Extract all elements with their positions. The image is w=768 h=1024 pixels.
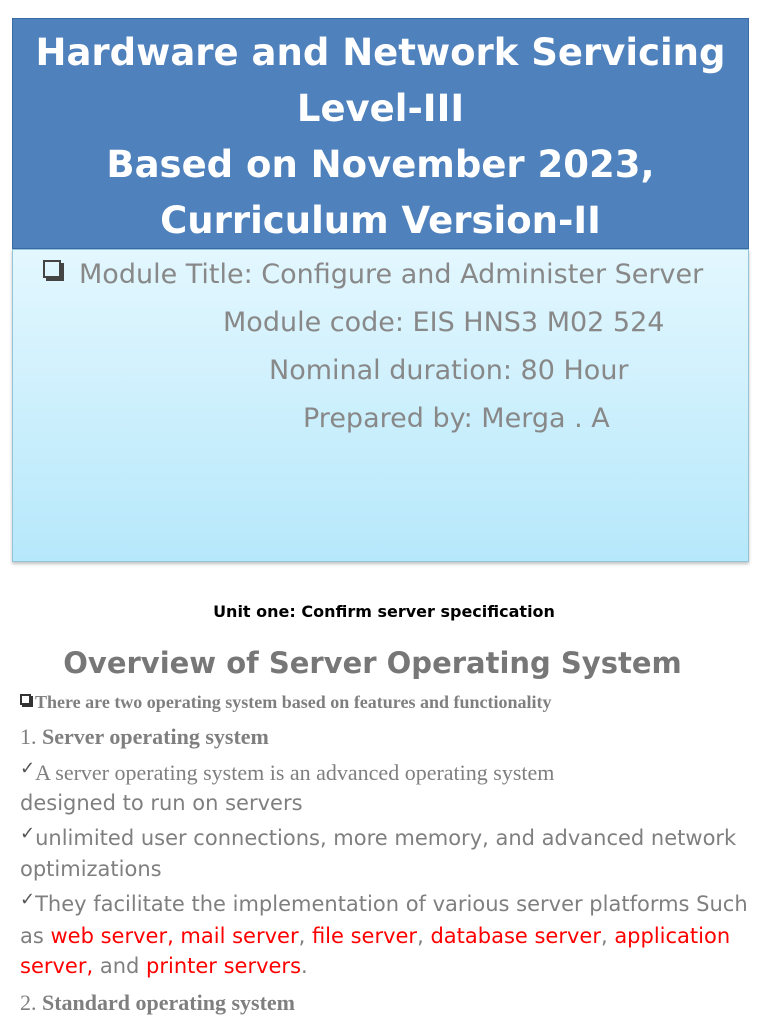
intro-line: [20, 692, 552, 713]
bullet-3-line-1: [20, 889, 748, 916]
bullet-3-line-3: [20, 954, 308, 978]
database-server-text: database server: [430, 924, 601, 948]
web-mail-server-text: web server, mail server: [50, 924, 299, 948]
item-2: [20, 990, 295, 1016]
item-1-number: 1.: [20, 724, 42, 749]
comma: ,: [600, 924, 615, 948]
checkmark-icon: ✓: [20, 823, 36, 844]
server-text: server,: [20, 954, 94, 978]
title-box: [12, 18, 749, 249]
bullet-2-line-1: [20, 823, 737, 850]
bullet-2-line-2: optimizations: [20, 857, 162, 881]
comma: ,: [298, 924, 312, 948]
prepared-by: Prepared by: Merga . A: [303, 403, 610, 434]
module-info-box: [12, 249, 749, 562]
bullet-3-text: They facilitate the implementation of various server platforms Such: [35, 892, 748, 916]
item-1-label: Server operating system: [42, 724, 269, 749]
title-line-3: Based on November 2023,: [106, 143, 655, 186]
overview-heading: Overview of Server Operating System: [63, 646, 682, 680]
intro-text: There are two operating system based on features and functionality: [35, 692, 552, 712]
application-text: application: [614, 924, 731, 948]
period: .: [301, 954, 308, 978]
title-line-1: Hardware and Network Servicing: [35, 31, 726, 74]
printer-servers-text: printer servers: [146, 954, 302, 978]
bullet-1-line-2: designed to run on servers: [20, 791, 303, 815]
comma: ,: [417, 924, 431, 948]
bullet-1-line-1: [20, 760, 554, 786]
unit-heading: Unit one: Confirm server specification: [213, 602, 555, 621]
module-code: Module code: EIS HNS3 M02 524: [223, 307, 665, 338]
file-server-text: file server: [311, 924, 418, 948]
as-text: as: [20, 924, 51, 948]
item-2-number: 2.: [20, 990, 42, 1015]
bullet-2-text: unlimited user connections, more memory, and advanced network: [35, 826, 737, 850]
title-line-2: Level-III: [296, 87, 465, 130]
nominal-duration: Nominal duration: 80 Hour: [269, 355, 629, 386]
square-bullet-icon: [43, 260, 61, 278]
bullet-1-text: A server operating system is an advanced operating system: [35, 760, 555, 785]
checkmark-icon: ✓: [20, 889, 36, 910]
title-line-4: Curriculum Version-II: [160, 199, 601, 242]
square-bullet-icon: [20, 694, 31, 705]
checkmark-icon: ✓: [20, 758, 36, 778]
bullet-3-line-2: [20, 924, 730, 948]
module-title: Module Title: Configure and Administer Server: [79, 259, 704, 290]
item-2-label: Standard operating system: [42, 990, 296, 1015]
and-text: and: [93, 954, 147, 978]
item-1: [20, 724, 269, 750]
